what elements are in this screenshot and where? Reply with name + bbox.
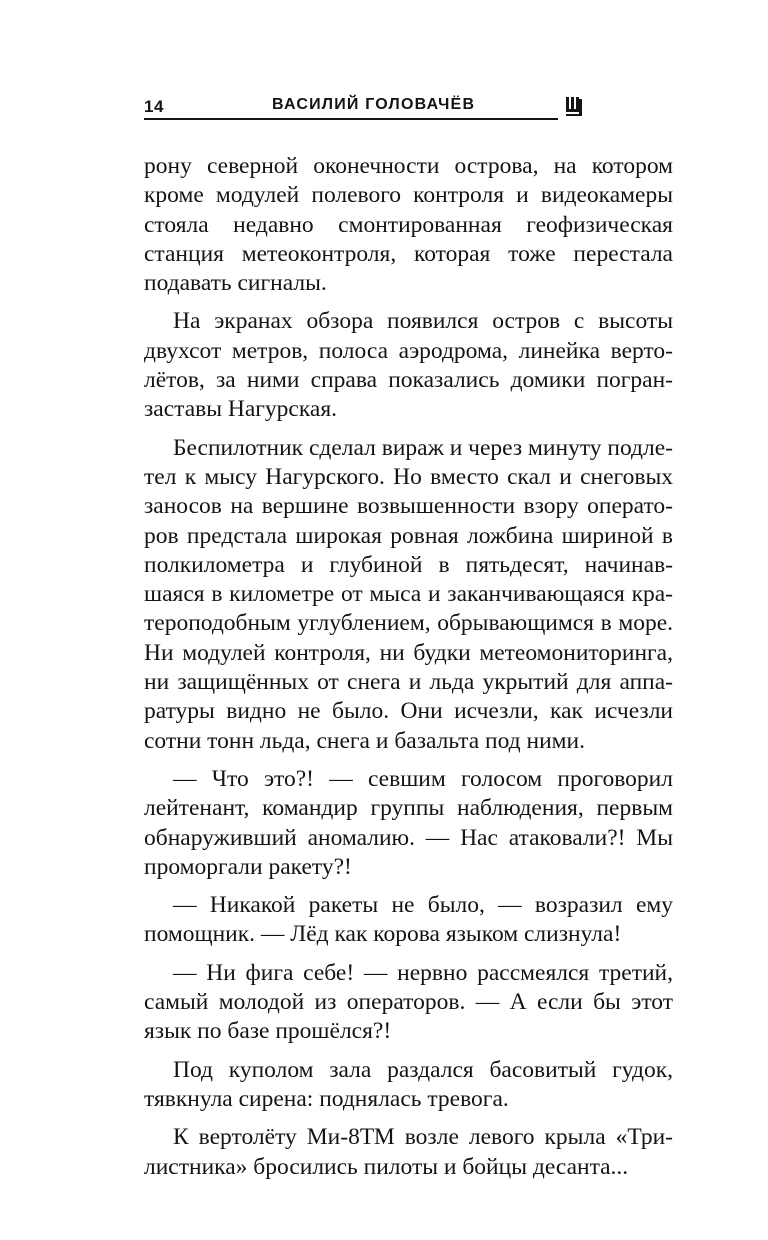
paragraph-1: рону северной оконечности острова, на котором кроме модулей полевого контроля и видеокамеры стояла недавно смонтированная геофизическая станция метеоконтроля, которая тоже перестала подавать сигналы. [144,153,673,297]
page-number: 14 [144,97,164,116]
paragraph-7: Под куполом зала раздался басовитый гудок, тявкнула сирена: поднялась тревога. [144,1056,673,1112]
paragraph-8: К вертолёту Ми-8ТМ возле левого крыла «Трилистника» бросились пилоты и бойцы десанта... [144,1124,673,1180]
paragraph-5-dialogue: — Никакой ракеты не было, — возразил ему помощник. — Лёд как корова языком слизнула! [144,892,673,948]
paragraph-4-dialogue: — Что это?! — севшим голосом проговорил лейтенант, командир группы наблюдения, первым обнаруживший аномалию. — Нас атаковали?! Мы проморгали ракету?! [144,765,673,880]
header-rule [144,118,558,120]
paragraph-6-dialogue: — Ни фига себе! — нервно рассмеялся третий, самый молодой из операторов. — А если бы этот язык по базе прошёлся?! [144,959,673,1045]
paragraph-3: Беспилотник сделал вираж и через минуту подлетел к мысу Нагурского. Но вместо скал и снеговых заносов на вершине возвышенности взору операторов предстала широкая ровная ложбина шириной в полкилометра и глубиной в пятьдесят, начинавшаяся в километре от мыса и заканчивающаяся кратероподобным углублением, обрывающимся в море. Ни модулей контроля, ни будки метеомониторинга, ни защищённых от снега и льда укрытий для аппаратуры видно не было. Они исчезли, как исчезли сотни тонн льда, снега и базальта под ними. [144,434,673,754]
paragraph-2: На экранах обзора появился остров с высоты двухсот метров, полоса аэродрома, линейка вертолётов, за ними справа показались домики погранзаставы Нагурская. [144,308,673,423]
running-title-author: ВАСИЛИЙ ГОЛОВАЧЁВ [272,96,476,113]
page-header [144,95,586,121]
publisher-logo-icon [566,97,584,117]
body-text [144,152,673,1191]
